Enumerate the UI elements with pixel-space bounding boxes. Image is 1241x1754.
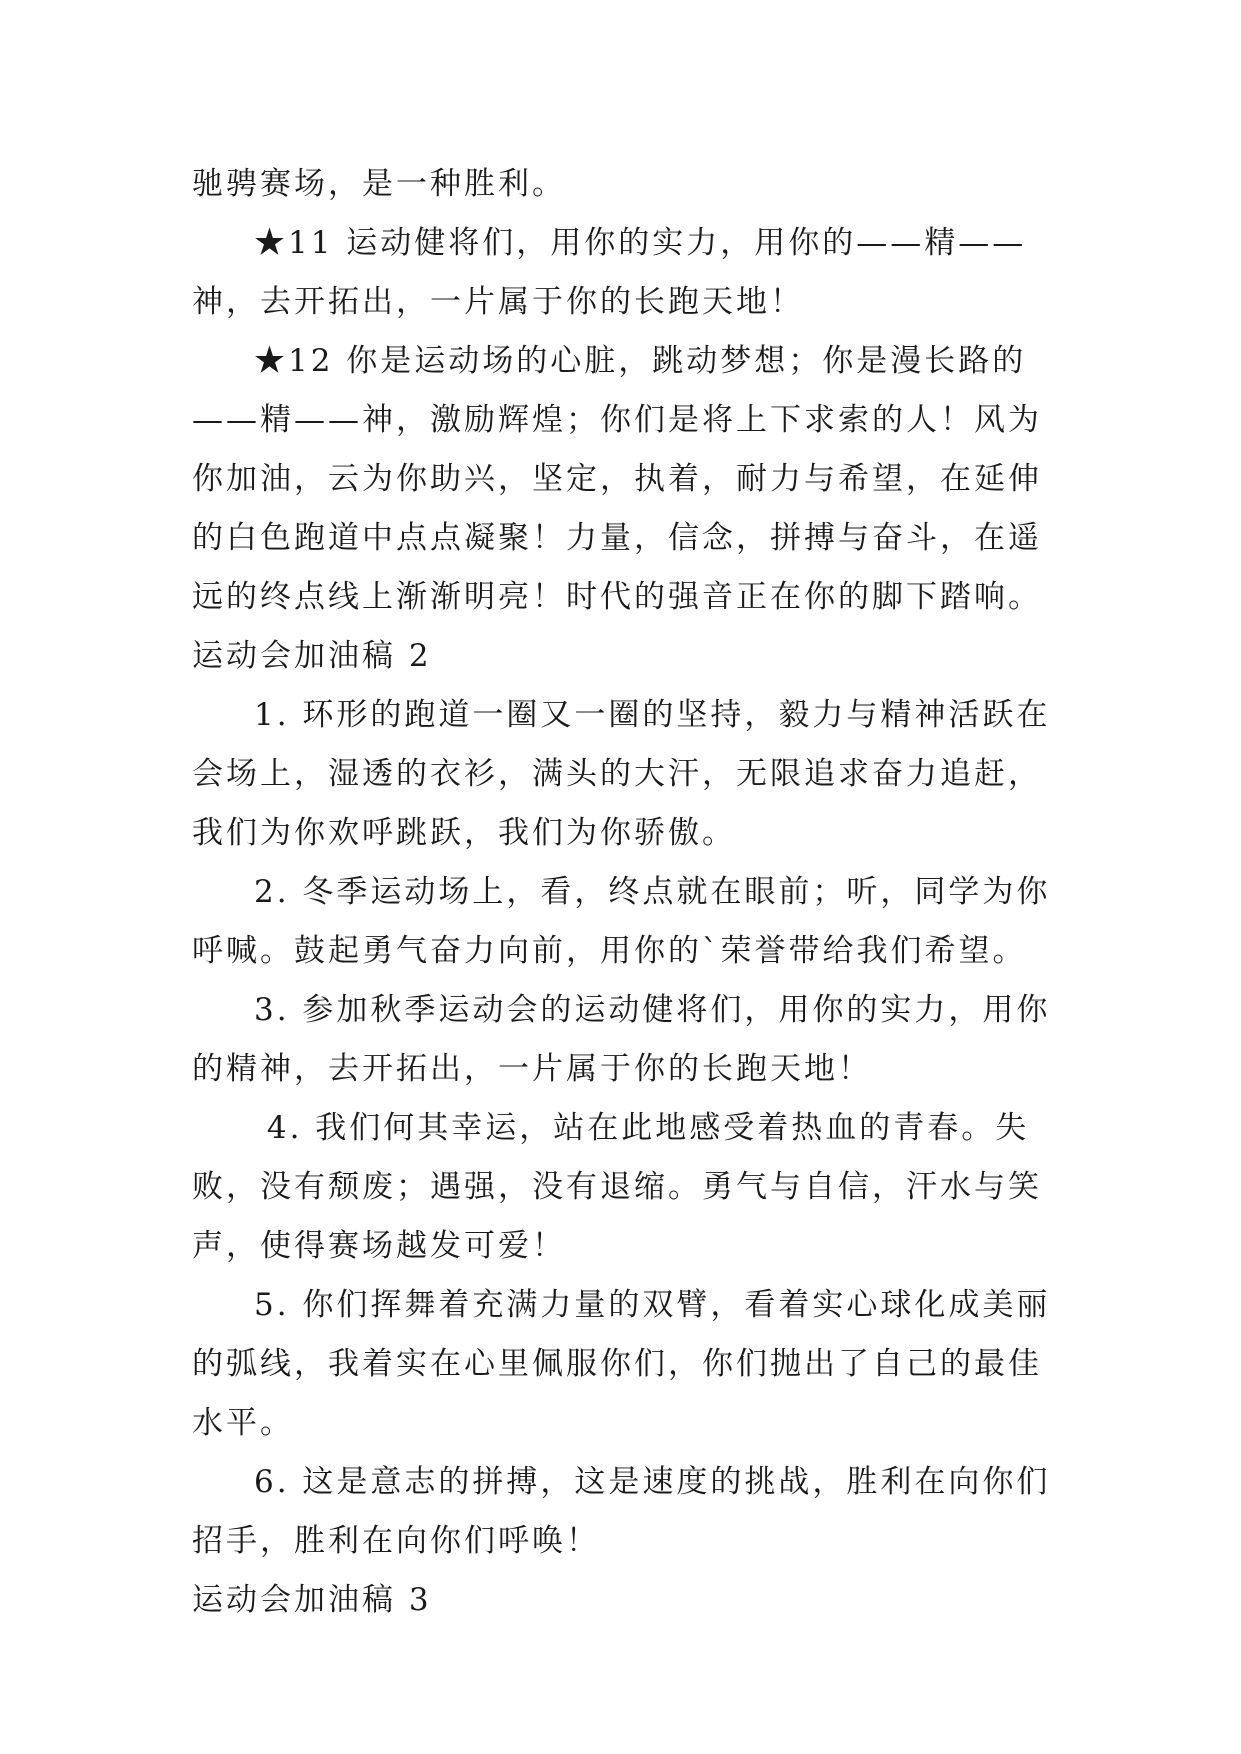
list-item-4: 4. 我们何其幸运，站在此地感受着热血的青春。失败，没有颓废；遇强，没有退缩。勇气与自信，汗水与笑声，使得赛场越发可爱！ [192,1110,1042,1264]
list-item-2: 2. 冬季运动场上，看，终点就在眼前；听，同学为你呼喊。鼓起勇气奋力向前，用你的`荣誉带给我们希望。 [192,874,1051,969]
list-item-3: 3. 参加秋季运动会的运动健将们，用你的实力，用你的精神，去开拓出，一片属于你的长跑天地！ [192,992,1051,1087]
list-item-5: 5. 你们挥舞着充满力量的双臂，看着实心球化成美丽的弧线，我着实在心里佩服你们，你们抛出了自己的最佳水平。 [192,1287,1051,1441]
list-item-6: 6. 这是意志的拼搏，这是速度的挑战，胜利在向你们招手，胜利在向你们呼唤！ [192,1464,1051,1559]
document-body [192,155,1072,1630]
list-item-1: 1. 环形的跑道一圈又一圈的坚持，毅力与精神活跃在会场上，湿透的衣衫，满头的大汗，无限追求奋力追赶，我们为你欢呼跳跃，我们为你骄傲。 [192,697,1051,851]
paragraph-3: ★12 你是运动场的心脏，跳动梦想；你是漫长路的——精——神，激励辉煌；你们是将上下求索的人！风为你加油，云为你助兴，坚定，执着，耐力与希望，在延伸的白色跑道中点点凝聚！力量，信念，拼搏与奋斗，在遥远的终点线上渐渐明亮！时代的强音正在你的脚下踏响。 [192,343,1042,615]
section-heading-2: 运动会加油稿 2 [192,638,432,674]
paragraph-2: ★11 运动健将们，用你的实力，用你的——精——神，去开拓出，一片属于你的长跑天地！ [192,225,1027,320]
section-heading-3: 运动会加油稿 3 [192,1582,432,1618]
paragraph-1: 驰骋赛场，是一种胜利。 [192,166,566,202]
